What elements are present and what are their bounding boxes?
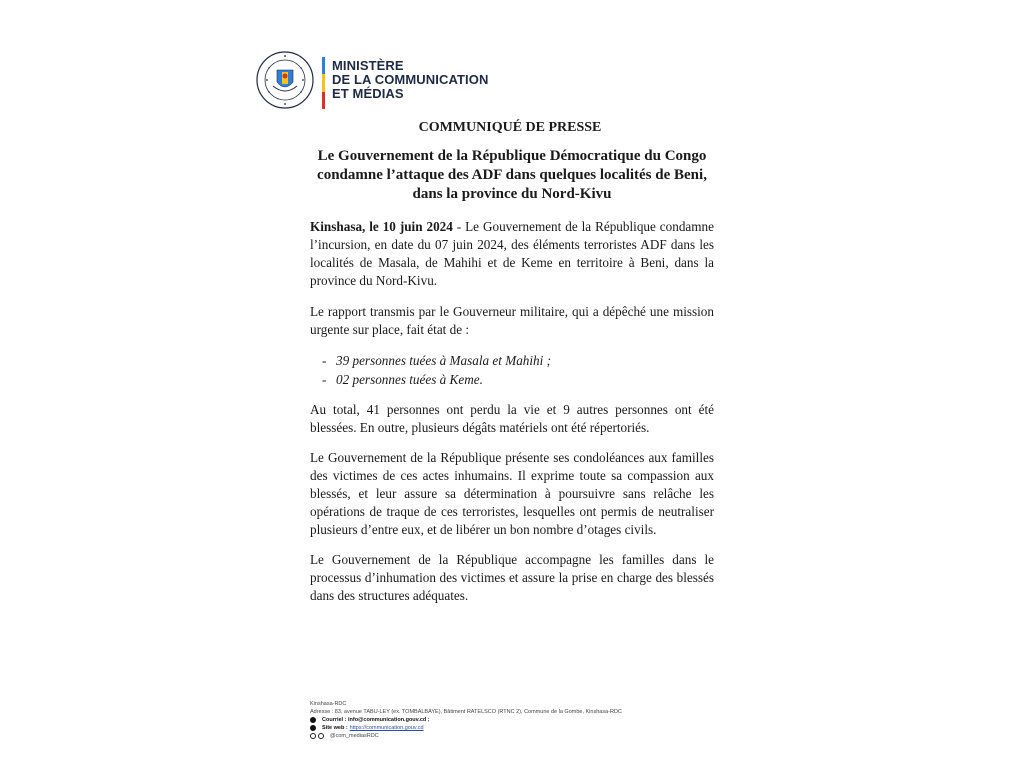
globe-icon <box>310 725 316 731</box>
list-item: - 02 personnes tuées à Keme. <box>310 370 714 389</box>
footer-social-row <box>310 732 670 740</box>
social-icons <box>310 733 324 739</box>
paragraph-1-text: - Le Gouvernement de la République condamne l’incursion, en date du 07 juin 2024, des éléments terroristes ADF dans les localités de Masala, de Mahihi et de Keme en territoire à Beni, dans la province du Nord-Kivu. <box>310 219 714 288</box>
ministry-line-2: DE LA COMMUNICATION <box>332 72 489 87</box>
ministry-name <box>332 59 488 101</box>
tricolor-blue <box>322 57 325 74</box>
footer-email[interactable]: Courriel : info@communication.gouv.cd ; <box>322 717 430 723</box>
footer-email-row <box>310 716 670 724</box>
footer <box>310 700 670 740</box>
tricolor-yellow <box>322 74 325 91</box>
paragraph-1 <box>310 218 714 290</box>
tricolor-bar <box>322 57 325 109</box>
footer-website-row <box>310 724 670 732</box>
email-icon <box>310 717 316 723</box>
casualty-list <box>310 351 714 389</box>
tricolor-red <box>322 92 325 109</box>
facebook-icon[interactable] <box>310 733 316 739</box>
government-seal-icon <box>255 50 315 110</box>
dateline: Kinshasa, le 10 juin 2024 <box>310 219 453 234</box>
list-item: - 39 personnes tuées à Masala et Mahihi ; <box>310 351 714 370</box>
paragraph-2: Le rapport transmis par le Gouverneur militaire, qui a dépêché une mission urgente sur place, fait état de : <box>310 304 714 337</box>
twitter-icon[interactable] <box>318 733 324 739</box>
letterhead <box>250 45 550 125</box>
paragraph-3: Au total, 41 personnes ont perdu la vie et 9 autres personnes ont été blessées. En outre, plusieurs dégâts matériels ont été répertoriés. <box>310 402 714 435</box>
footer-social-handle[interactable]: @com_mediasRDC <box>330 733 379 739</box>
footer-address: Adresse : 83, avenue TABU-LEY (ex. TOMBALBAYE), Bâtiment RATELSCO (RTNC 2), Commune de la Gombe, Kinshasa-RDC <box>310 709 622 715</box>
ministry-line-1: MINISTÈRE <box>332 58 404 73</box>
footer-website-label: Site web : <box>322 725 348 731</box>
document-type: COMMUNIQUÉ DE PRESSE <box>418 120 602 135</box>
ministry-line-3: ET MÉDIAS <box>332 86 404 101</box>
press-release-page <box>250 40 770 768</box>
footer-city: Kinshasa-RDC <box>310 701 347 707</box>
footer-website-link[interactable]: https://communication.gouv.cd <box>349 725 424 731</box>
paragraph-4: Le Gouvernement de la République présente ses condoléances aux familles des victimes de ces actes inhumains. Il exprime toute sa compassion aux blessés, et leur assure sa détermination à poursuivre sans relâche les opérations de traque de ces terroristes, lesquelles ont permis de neutraliser plusieurs d’entre eux, et de libérer un bon nombre d’otages civils. <box>310 450 714 537</box>
headline: Le Gouvernement de la République Démocratique du Congo condamne l’attaque des ADF dans quelques localités de Beni, dans la province du Nord-Kivu <box>317 148 707 202</box>
paragraph-5: Le Gouvernement de la République accompagne les familles dans le processus d’inhumation des victimes et assure la prise en charge des blessés dans des structures adéquates. <box>310 552 714 603</box>
body-text <box>310 218 714 617</box>
